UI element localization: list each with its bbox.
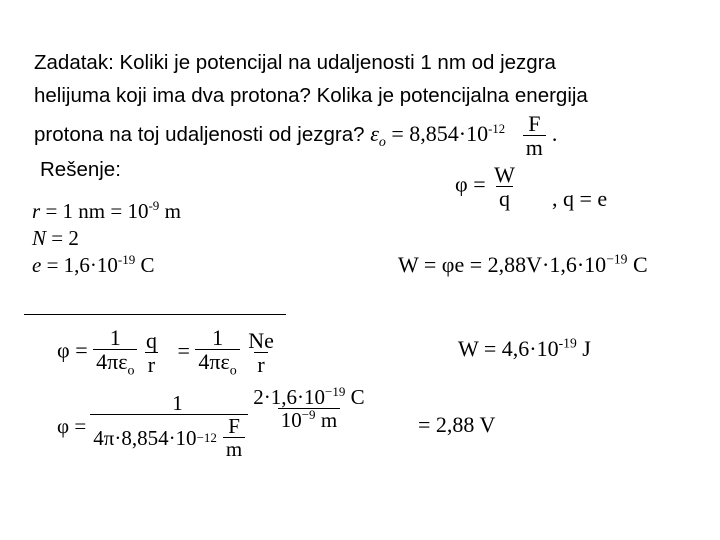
end-dot: . <box>551 121 558 147</box>
given-e: $e = 1,6\cdot 10^{-19}$ C <box>32 252 155 277</box>
phi-definition-formula: φ = $\frac{W}{q}$ <box>455 163 518 210</box>
numeric-right-fraction: $\frac{2\cdot 1,6\cdot 10^{-19} C}{10^{-9} m}$ <box>253 383 365 432</box>
q-equals-e: , q = e <box>552 186 608 211</box>
problem-text-3: protona na toj udaljenosti od jezgra? <box>34 123 371 147</box>
epsilon-exponent: -12 <box>488 122 506 137</box>
problem-text-1: Koliki je potencijal na udaljenosti 1 nm od jezgra <box>113 51 556 74</box>
problem-statement <box>34 46 588 159</box>
potential-result: = 2,88 V <box>418 412 496 437</box>
unit-denominator: m <box>523 135 546 159</box>
epsilon-symbol: ε <box>370 121 379 147</box>
phi-numeric-formula: φ = 1 4π·8,854·10 −12 $\frac{F}{m}$ $\frac{2\cdot 1,6\cdot 10^{-19} C}{10^{-9} m}$ <box>57 392 368 460</box>
given-values <box>32 198 181 279</box>
separator-line <box>24 314 286 315</box>
numeric-left-fraction: 1 4π·8,854·10 −12 $\frac{F}{m}$ <box>90 392 248 460</box>
problem-line-3 <box>34 112 588 159</box>
solution-heading: Rešenje: <box>40 158 121 181</box>
given-n: N = 2 <box>32 226 79 250</box>
w-over-q-fraction: $\frac{W}{q}$ <box>494 162 515 212</box>
problem-label: Zadatak: <box>34 51 114 74</box>
epsilon-value: = 8,854·10 <box>385 121 489 147</box>
unit-numerator: F <box>528 111 541 136</box>
phi-general-formula: φ = $\frac{1}{4\pi\varepsilon_o}$ $\frac{q}{r}$ = $\frac{1}{4\pi\varepsilon_o}$ $\frac{Ne}{r}$ <box>57 325 274 379</box>
problem-line-2: helijuma koji ima dva protona? Kolika je potencijalna energija <box>34 84 588 107</box>
energy-result: $W = 4,6\cdot 10^{-19}$ J <box>458 335 591 361</box>
epsilon-unit-fraction <box>523 112 546 159</box>
problem-line-1 <box>34 46 588 79</box>
given-r: r = 1 nm = $10^{-9}$ m <box>32 198 181 223</box>
epsilon-subscript: o <box>378 135 386 151</box>
energy-calculation: $W = \varphi e = 2,88V\cdot 1,6\cdot 10^{-19}$ C <box>398 251 648 277</box>
